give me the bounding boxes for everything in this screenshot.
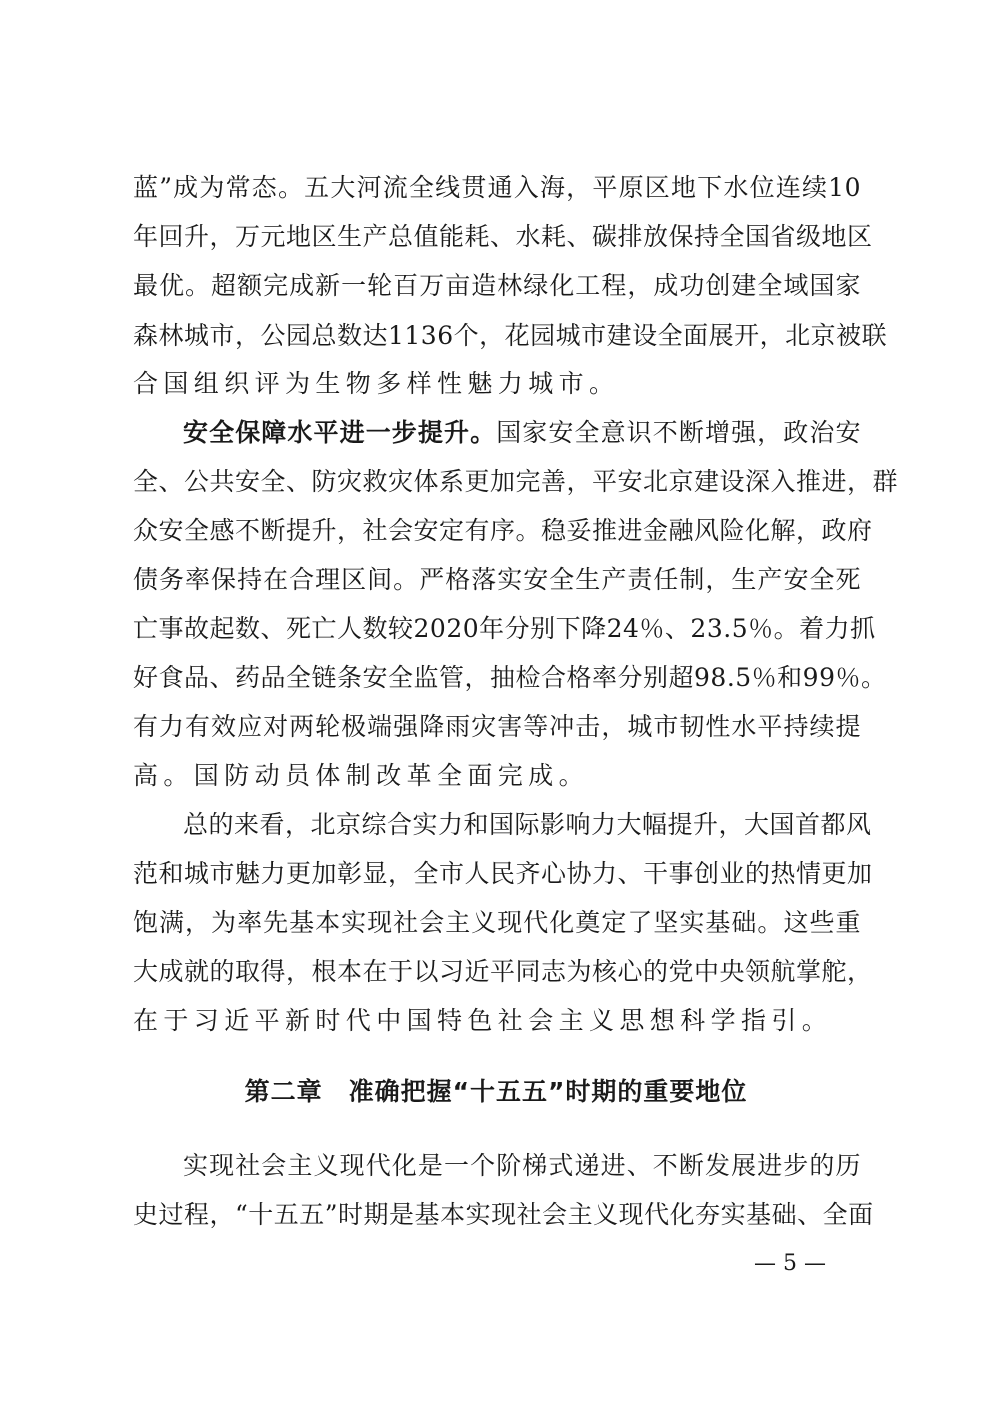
paragraph-line: 大成就的取得，根本在于以习近平同志为核心的党中央领航掌舵， — [133, 957, 873, 986]
paragraph-line: 最优。超额完成新一轮百万亩造林绿化工程，成功创建全域国家 — [133, 271, 861, 300]
paragraph-line: 众安全感不断提升，社会安定有序。稳妥推进金融风险化解，政府 — [133, 516, 873, 545]
paragraph-line: 实现社会主义现代化是一个阶梯式递进、不断发展进步的历 — [183, 1151, 861, 1180]
paragraph-line: 债务率保持在合理区间。严格落实安全生产责任制，生产安全死 — [133, 565, 861, 594]
paragraph-line: 高。国防动员体制改革全面完成。 — [133, 761, 590, 790]
paragraph-line — [183, 417, 861, 449]
paragraph-line: 全、公共安全、防灾救灾体系更加完善，平安北京建设深入推进，群 — [133, 467, 899, 496]
paragraph-line: 饱满，为率先基本实现社会主义现代化奠定了坚实基础。这些重 — [133, 908, 861, 937]
paragraph-line: 范和城市魅力更加彰显，全市人民齐心协力、干事创业的热情更加 — [133, 859, 873, 888]
paragraph-line: 年回升，万元地区生产总值能耗、水耗、碳排放保持全国省级地区 — [133, 222, 873, 251]
paragraph-line: 史过程，“十五五”时期是基本实现社会主义现代化夯实基础、全面 — [133, 1200, 874, 1229]
section-lead-heading: 安全保障水平进一步提升。 — [183, 418, 497, 447]
paragraph-line: 好食品、药品全链条安全监管，抽检合格率分别超98.5％和99％。 — [133, 663, 887, 692]
page-number: — 5 — — [754, 1251, 826, 1276]
paragraph-line: 在于习近平新时代中国特色社会主义思想科学指引。 — [133, 1006, 833, 1035]
paragraph-line: 合国组织评为生物多样性魅力城市。 — [133, 369, 620, 398]
paragraph-line: 亡事故起数、死亡人数较2020年分别下降24％、23.5％。着力抓 — [133, 614, 876, 643]
chapter-title: 第二章 准确把握“十五五”时期的重要地位 — [244, 1077, 748, 1106]
paragraph-line: 森林城市，公园总数达1136个，花园城市建设全面展开，北京被联 — [133, 321, 888, 350]
paragraph-line: 总的来看，北京综合实力和国际影响力大幅提升，大国首都风 — [183, 810, 872, 839]
paragraph-line: 有力有效应对两轮极端强降雨灾害等冲击，城市韧性水平持续提 — [133, 712, 861, 741]
paragraph-line: 蓝”成为常态。五大河流全线贯通入海，平原区地下水位连续10 — [133, 173, 861, 202]
paragraph-text: 国家安全意识不断增强，政治安 — [496, 418, 861, 447]
